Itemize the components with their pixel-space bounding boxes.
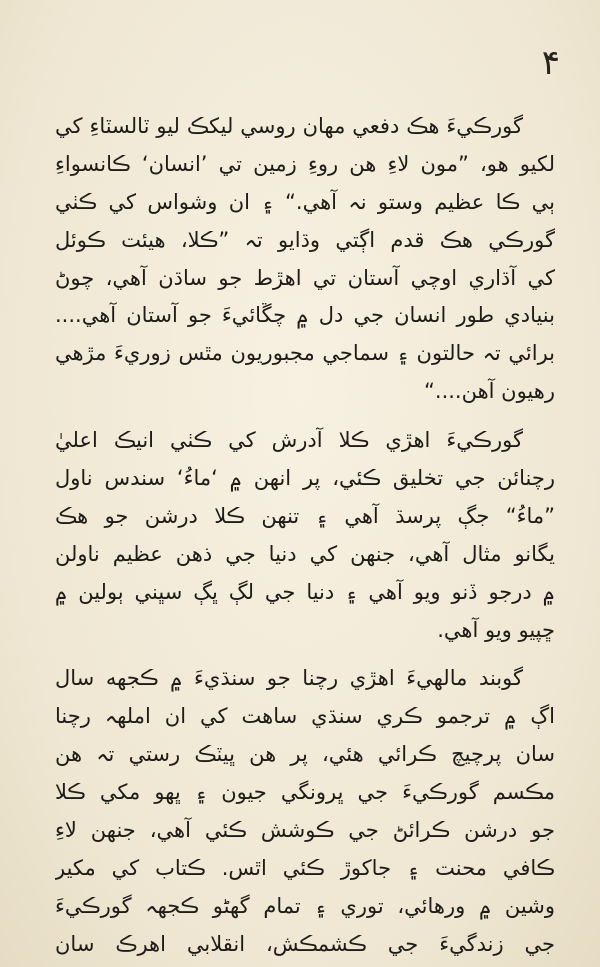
text-line: ۾ درجو ڏنو ويو آهي ۽ دنيا جي لڳ ڀڳ سڀني ٻولين ۾: [55, 579, 555, 604]
text-line: لکيو هو، ”مون لاءِ هن روءِ زمين تي ’انسان‘ ڪانسواءِ: [55, 151, 555, 176]
text-line: گوبند مالهيءَ اهڙي رچنا جو سنڌيءَ ۾ ڪجهه سال: [55, 666, 523, 691]
text-line: جي زندگيءَ جي ڪشمڪش، انقلابي اهرڪ سان: [55, 931, 555, 956]
text-line: رهيون آهن....“: [424, 379, 555, 404]
paragraph-gap: [55, 649, 555, 660]
text-line: رچنائن جي تخليق ڪئي، پر انهن ۾ ‘ماءُ‘ سندس ناول: [55, 466, 555, 491]
text-line: ڇپيو ويو آهي.: [437, 617, 555, 642]
text-line: ڪافي محنت ۽ جاکوڙ ڪئي اٿس. ڪتاب کي مکير: [55, 855, 555, 880]
paragraph-3: [55, 660, 555, 963]
text-line: ٻي ڪا عظيم وستو نہ آهي.“ ۽ ان وشواس کي ڪٺي: [55, 189, 555, 214]
paragraph-2: [55, 422, 555, 649]
text-line: وشين ۾ ورهائي، توري ۽ تمام گهڻو ڪجهہ گورڪيءَ: [55, 893, 555, 918]
text-line: جو درشن ڪرائڻ جي ڪوشش ڪئي آهي، جنهن لاءِ: [55, 818, 555, 843]
paragraph-1: [55, 108, 555, 411]
body-text: [55, 108, 555, 964]
text-line: برائي تہ حالتون ۽ سماجي مجبوريون مٿس زوريءَ مڙهي: [55, 341, 555, 366]
text-line: اڳ ۾ ترجمو ڪري سنڌي ساهت کي ان املهہ رچنا: [55, 704, 555, 729]
text-line: يگانو مثال آهي، جنهن کي دنيا جي ذهن عظيم ناولن: [55, 541, 555, 566]
text-line: کي آڌاري اوچي آستان تي اهڙط جو ساڌن آهي، چوڻ: [55, 265, 555, 290]
page-number: ۴: [541, 43, 560, 83]
text-line: سان پرچيچ ڪرائي هئي، پر هن ڀيٽڪ رستي تہ هن: [55, 742, 555, 767]
text-line: ”ماءُ“ جڳ پرسڌ آهي ۽ تنهن ڪلا درشن جو هڪ: [55, 503, 555, 528]
text-line: مڪسم گورڪيءَ جي ڀرونگي جيون ۽ ڀهو مکي ڪلا: [55, 780, 555, 805]
text-line: گورڪي هڪ قدم اڳتي وڌايو تہ ”ڪلا، هيئت ڪوئل: [55, 227, 555, 252]
text-line: بنيادي طور انسان جي دل ۾ چڱائيءَ جو آستان آهي....: [55, 303, 555, 328]
text-line: گورڪيءَ هڪ دفعي مهان روسي ليکڪ ليو ٽالسٽاءِ کي: [55, 114, 523, 138]
paragraph-gap: [55, 411, 555, 422]
text-line: گورڪيءَ اهڙي ڪلا آدرش کي ڪٺي انيڪ اعليٰ: [55, 428, 523, 453]
